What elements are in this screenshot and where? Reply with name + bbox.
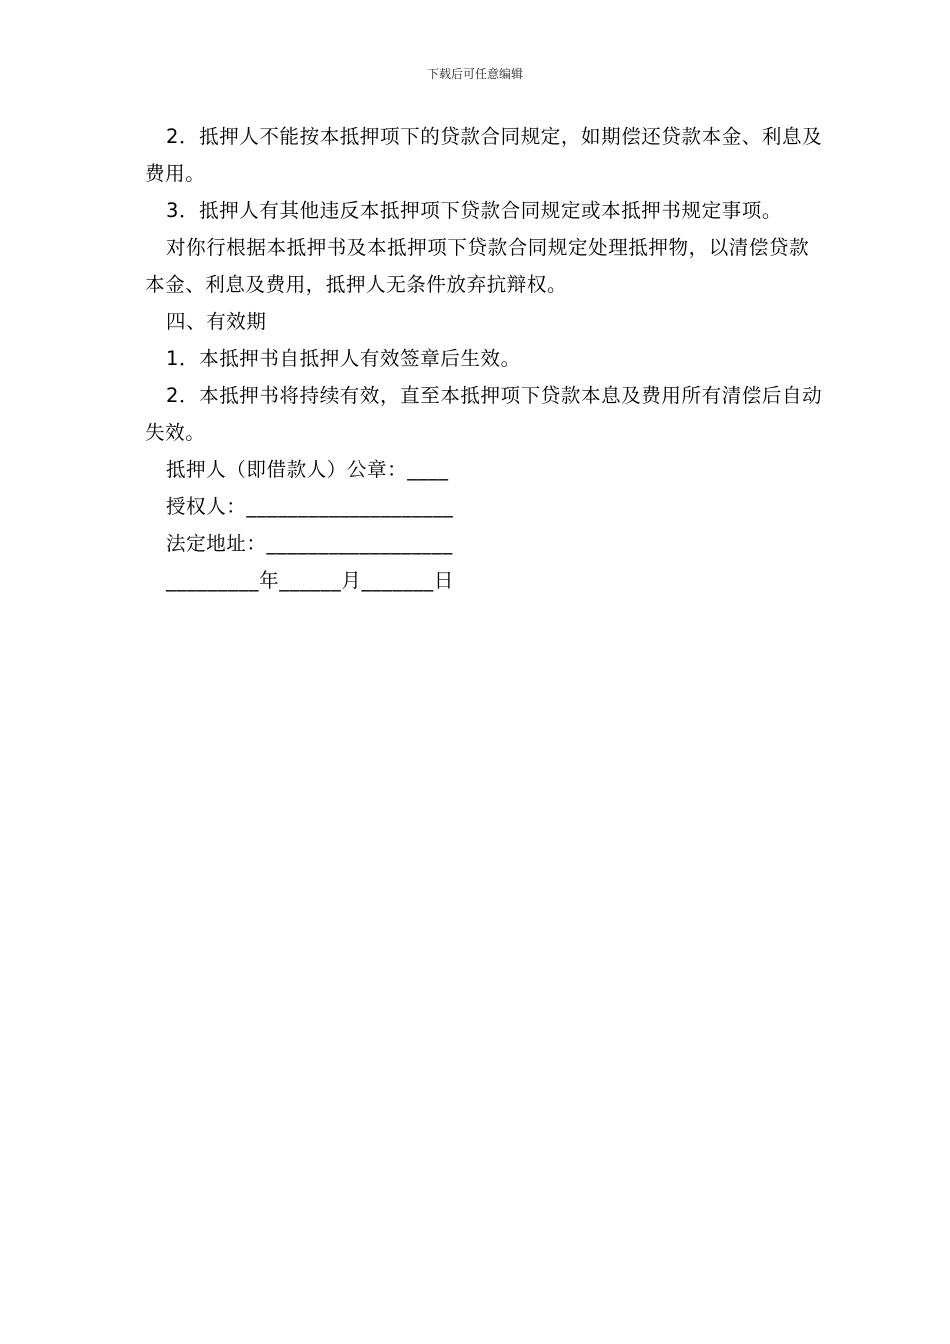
validity-clause-1: 1．本抵押书自抵押人有效签章后生效。 (166, 347, 521, 370)
validity-clause-2: 2．本抵押书将持续有效，直至本抵押项下贷款本息及费用所有清偿后自动失效。 (145, 384, 823, 444)
header-note: 下载后可任意编辑 (426, 67, 523, 81)
section-heading-validity: 四、有效期 (166, 310, 267, 333)
clause-2-paragraph: 2．抵押人不能按本抵押项下的贷款合同规定，如期偿还贷款本金、利息及费用。 (145, 125, 823, 185)
clause-3-paragraph: 3．抵押人有其他违反本抵押项下贷款合同规定或本抵押书规定事项。 (166, 199, 783, 222)
mortgagor-seal-line: 抵押人（即借款人）公章：____ (166, 458, 449, 481)
waiver-paragraph: 对你行根据本抵押书及本抵押项下贷款合同规定处理抵押物，以清偿贷款本金、利息及费用，抵押人无条件放弃抗辩权。 (145, 236, 810, 296)
authorized-person-line: 授权人：____________________ (166, 495, 454, 518)
legal-address-line: 法定地址：__________________ (166, 532, 453, 555)
date-line: _________年______月_______日 (166, 569, 454, 592)
document-body (145, 118, 825, 599)
